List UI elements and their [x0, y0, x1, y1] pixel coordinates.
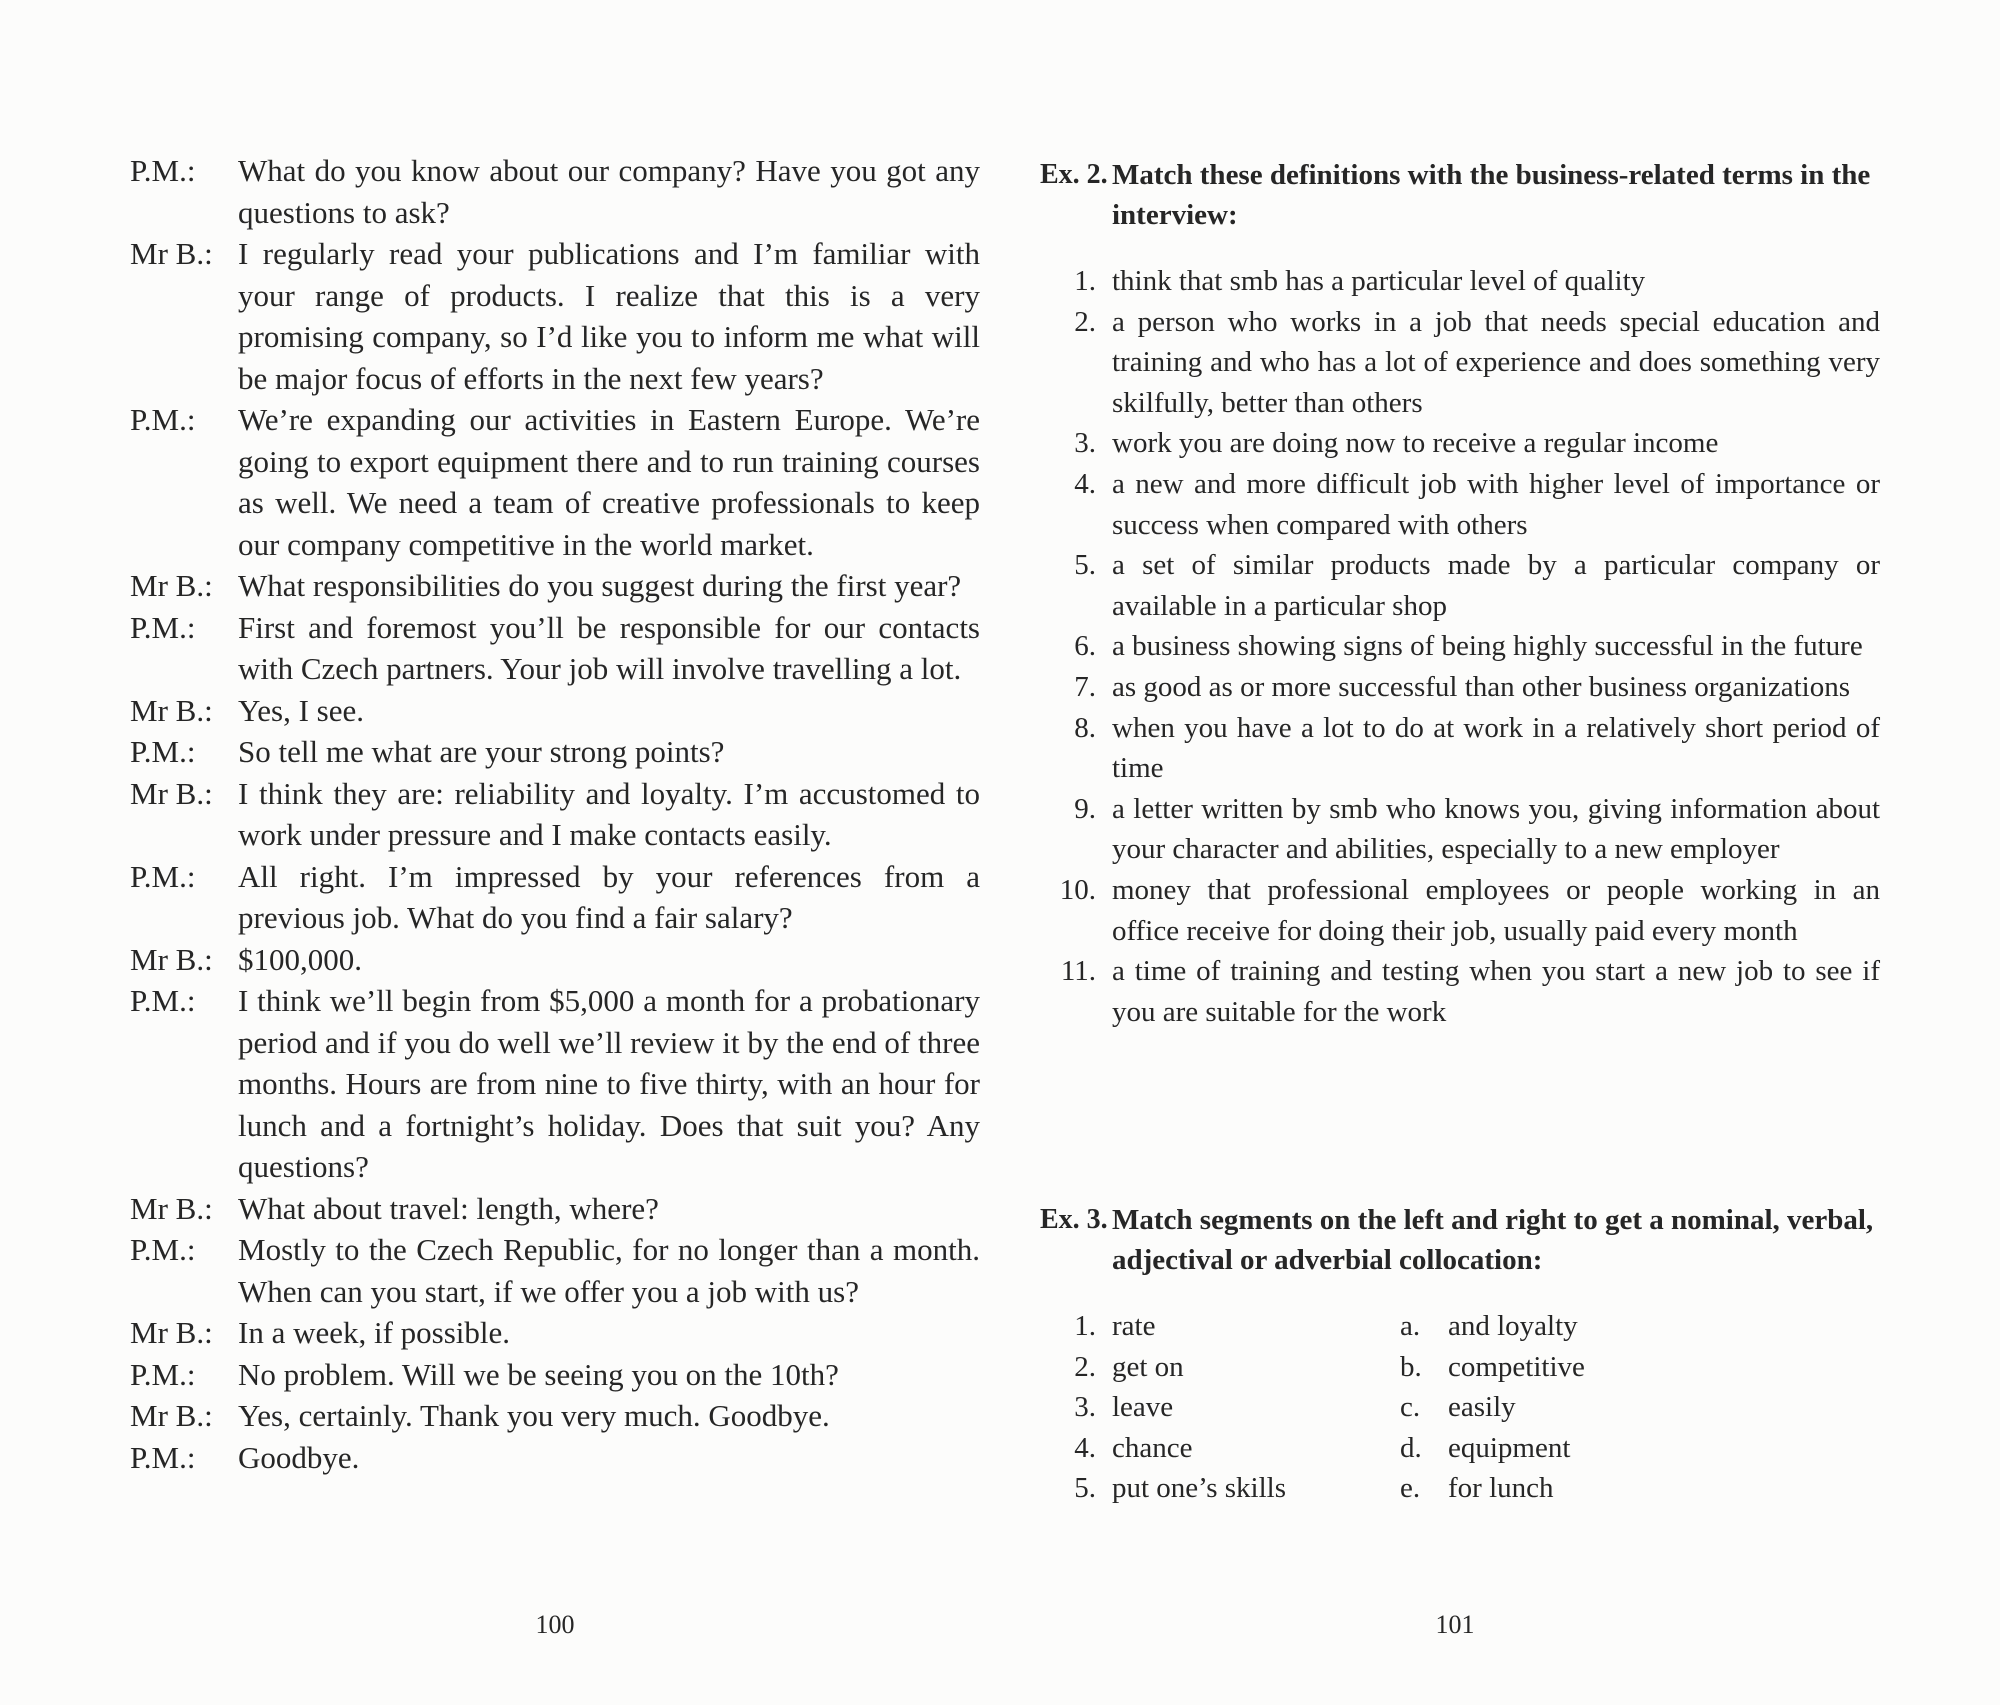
item-text: as good as or more successful than other business organizations	[1112, 670, 1850, 703]
item-text: put one’s skills	[1112, 1472, 1287, 1505]
item-text: a letter written by smb who knows you, giving information about your character and abilities, especially to a new employer	[1112, 792, 1880, 866]
speech: Yes, certainly. Thank you very much. Goodbye.	[238, 1398, 830, 1433]
speech: What do you know about our company? Have you got any questions to ask?	[238, 153, 980, 230]
speaker: P.M.:	[130, 858, 196, 894]
item-number: 1.	[1074, 1310, 1096, 1342]
dialogue-line	[130, 1395, 980, 1437]
speech: We’re expanding our activities in Eastern Europe. We’re going to export equipment there and to run training courses as well. We need a team of creative professionals to keep our company competitive in the world market.	[238, 402, 980, 562]
item-text: equipment	[1448, 1431, 1571, 1464]
speech: All right. I’m impressed by your references from a previous job. What do you find a fair salary?	[238, 858, 980, 935]
dialogue-line	[130, 607, 980, 690]
list-item	[1400, 1387, 1800, 1428]
list-item	[1040, 261, 1880, 302]
speaker: Mr B.:	[130, 236, 213, 271]
item-text: easily	[1448, 1391, 1516, 1424]
item-number: 5.	[1074, 549, 1096, 582]
dialogue-line	[130, 150, 980, 233]
speaker: Mr B.:	[130, 1315, 213, 1350]
speech: $100,000.	[238, 941, 362, 977]
item-letter: d.	[1400, 1431, 1422, 1464]
item-text: money that professional employees or people working in an office receive for doing their job, usually paid every month	[1112, 873, 1880, 947]
list-item	[1040, 789, 1880, 870]
list-item	[1040, 1428, 1400, 1469]
speaker: P.M.:	[130, 153, 196, 188]
speaker: P.M.:	[130, 734, 196, 769]
list-item	[1040, 626, 1880, 667]
collocation-columns	[1040, 1306, 1880, 1509]
left-column	[1040, 1306, 1400, 1509]
speaker: Mr B.:	[130, 692, 213, 728]
item-letter: a.	[1400, 1310, 1421, 1342]
item-number: 7.	[1074, 670, 1096, 703]
item-number: 8.	[1074, 711, 1096, 744]
exercise-title: Match segments on the left and right to get a nominal, verbal, adjectival or adverbial collocation:	[1112, 1204, 1874, 1276]
speech: Mostly to the Czech Republic, for no longer than a month. When can you start, if we offer you a job with us?	[238, 1232, 980, 1309]
item-number: 1.	[1074, 265, 1096, 297]
list-item	[1040, 1387, 1400, 1428]
speech: No problem. Will we be seeing you on the 10th?	[238, 1356, 839, 1392]
list-item	[1040, 1306, 1400, 1347]
item-text: a new and more difficult job with higher level of importance or success when compared with others	[1112, 467, 1880, 541]
dialogue-line	[130, 565, 980, 607]
item-number: 5.	[1074, 1472, 1096, 1505]
speaker: P.M.:	[130, 1232, 196, 1267]
speaker: P.M.:	[130, 402, 196, 437]
item-text: when you have a lot to do at work in a relatively short period of time	[1112, 711, 1880, 785]
speaker: Mr B.:	[130, 775, 213, 811]
dialogue-line	[130, 1437, 980, 1479]
speaker: P.M.:	[130, 1356, 196, 1392]
list-item	[1040, 870, 1880, 951]
item-text: think that smb has a particular level of quality	[1112, 265, 1646, 297]
dialogue-line	[130, 773, 980, 856]
item-number: 10.	[1059, 873, 1096, 906]
item-text: a time of training and testing when you start a new job to see if you are suitable for the work	[1112, 955, 1880, 1028]
definitions-list	[1040, 261, 1880, 1032]
speech: What about travel: length, where?	[238, 1190, 659, 1226]
list-item	[1040, 1468, 1400, 1509]
speech: I think we’ll begin from $5,000 a month for a probationary period and if you do well we’ll review it by the end of three months. Hours are from nine to five thirty, with an hour for lunch and a fortnight’s holiday. Does that suit you? Any questions?	[238, 983, 980, 1184]
item-text: a business showing signs of being highly successful in the future	[1112, 630, 1863, 663]
item-number: 6.	[1074, 630, 1096, 663]
list-item	[1400, 1306, 1800, 1347]
list-item	[1400, 1468, 1800, 1509]
speech: What responsibilities do you suggest during the first year?	[238, 568, 962, 603]
list-item	[1400, 1428, 1800, 1469]
list-item	[1040, 464, 1880, 545]
speech: I think they are: reliability and loyalty. I’m accustomed to work under pressure and I make contacts easily.	[238, 775, 980, 852]
speech: So tell me what are your strong points?	[238, 734, 725, 769]
item-text: and loyalty	[1448, 1310, 1578, 1342]
item-text: get on	[1112, 1350, 1184, 1383]
speaker: Mr B.:	[130, 1398, 213, 1433]
speaker: P.M.:	[130, 609, 196, 645]
interview-dialogue	[130, 150, 980, 1478]
item-letter: c.	[1400, 1391, 1421, 1424]
list-item	[1040, 667, 1880, 708]
right-column	[1400, 1306, 1800, 1509]
right-page	[1000, 0, 2000, 1705]
speaker: P.M.:	[130, 1439, 196, 1475]
dialogue-line	[130, 399, 980, 565]
item-text: rate	[1112, 1310, 1156, 1342]
exercise-heading	[1040, 155, 1880, 235]
dialogue-line	[130, 731, 980, 773]
speaker: Mr B.:	[130, 941, 213, 977]
item-letter: e.	[1400, 1472, 1421, 1505]
item-text: a person who works in a job that needs special education and training and who has a lot of experience and does something very skilfully, better than others	[1112, 305, 1880, 419]
item-text: for lunch	[1448, 1472, 1554, 1505]
dialogue-line	[130, 1354, 980, 1396]
dialogue-line	[130, 939, 980, 981]
speech: I regularly read your publications and I’m familiar with your range of products. I realize that this is a very promising company, so I’d like you to inform me what will be major focus of efforts in the next few years?	[238, 236, 980, 396]
exercise-2	[1040, 155, 1880, 1032]
exercise-label: Ex. 3.	[1040, 1204, 1108, 1235]
dialogue-line	[130, 233, 980, 399]
item-number: 4.	[1074, 1431, 1096, 1464]
list-item	[1040, 1347, 1400, 1388]
speech: Goodbye.	[238, 1439, 360, 1475]
item-text: chance	[1112, 1431, 1193, 1464]
dialogue-line	[130, 856, 980, 939]
dialogue-line	[130, 1312, 980, 1354]
item-number: 9.	[1074, 792, 1096, 825]
list-item	[1040, 545, 1880, 626]
speaker: Mr B.:	[130, 1190, 213, 1226]
page-number: 100	[535, 1610, 575, 1639]
exercise-heading	[1040, 1200, 1880, 1280]
speaker: Mr B.:	[130, 568, 213, 603]
dialogue-line	[130, 690, 980, 732]
list-item	[1400, 1347, 1800, 1388]
item-letter: b.	[1400, 1350, 1422, 1383]
exercise-title: Match these definitions with the business-related terms in the interview:	[1112, 159, 1871, 231]
page-number: 101	[1435, 1610, 1475, 1639]
speech: Yes, I see.	[238, 692, 365, 728]
list-item	[1040, 423, 1880, 464]
speech: First and foremost you’ll be responsible for our contacts with Czech partners. Your job will involve travelling a lot.	[238, 609, 980, 686]
item-number: 3.	[1074, 427, 1096, 460]
list-item	[1040, 951, 1880, 1032]
item-text: competitive	[1448, 1350, 1585, 1383]
dialogue-line	[130, 1229, 980, 1312]
speaker: P.M.:	[130, 983, 196, 1018]
list-item	[1040, 302, 1880, 424]
item-text: leave	[1112, 1391, 1174, 1424]
dialogue-line	[130, 1188, 980, 1230]
item-number: 11.	[1060, 955, 1096, 988]
exercise-3	[1040, 1200, 1880, 1509]
list-item	[1040, 708, 1880, 789]
exercise-label: Ex. 2.	[1040, 159, 1108, 190]
item-text: a set of similar products made by a particular company or available in a particular shop	[1112, 549, 1880, 622]
speech: In a week, if possible.	[238, 1315, 511, 1350]
item-number: 2.	[1074, 1350, 1096, 1383]
item-number: 4.	[1074, 467, 1096, 500]
item-number: 2.	[1074, 305, 1096, 338]
item-text: work you are doing now to receive a regular income	[1112, 427, 1719, 460]
item-number: 3.	[1074, 1391, 1096, 1424]
dialogue-line	[130, 980, 980, 1188]
